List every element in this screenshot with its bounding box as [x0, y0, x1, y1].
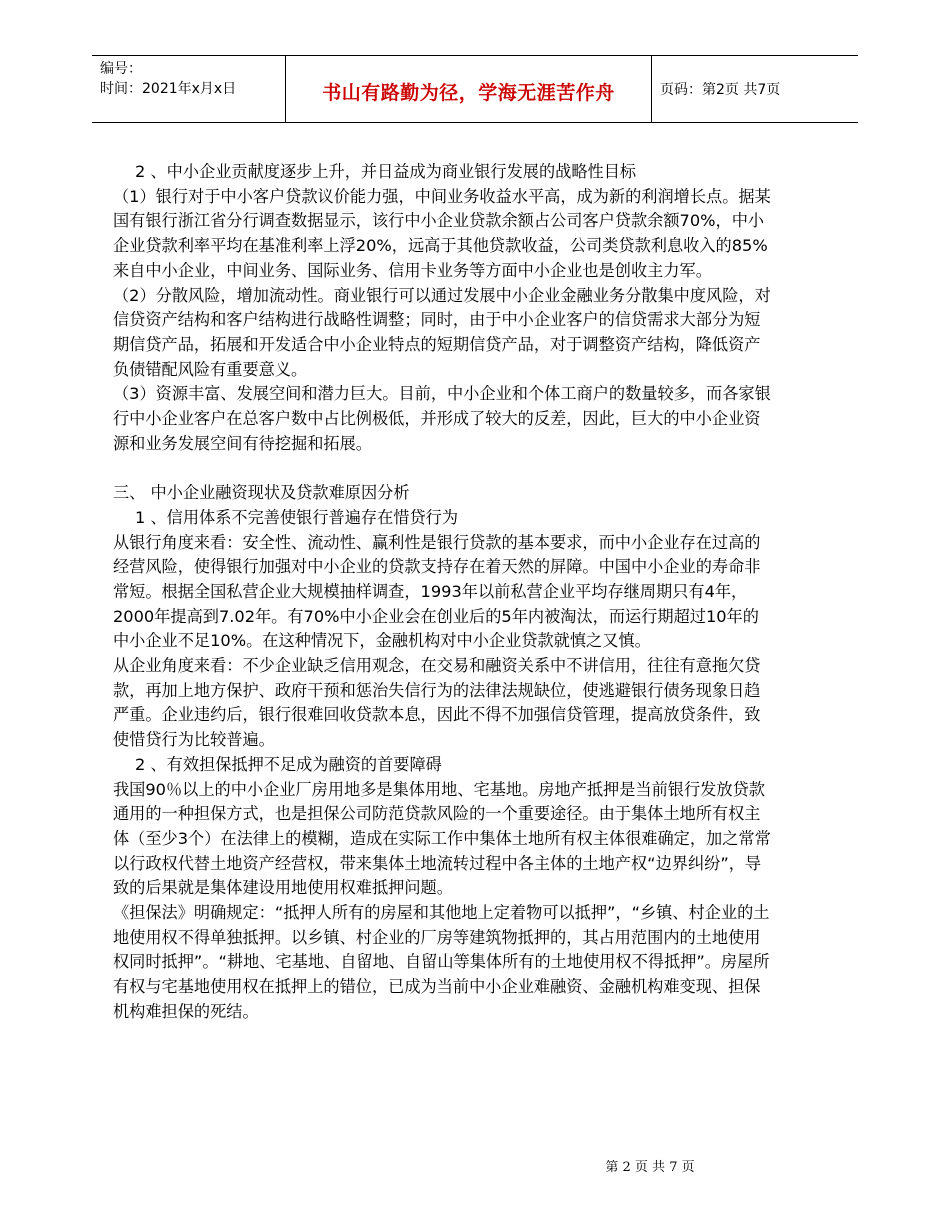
section-heading: 三、 中小企业融资现状及贷款难原因分析: [113, 483, 410, 503]
document-body: [113, 160, 773, 1025]
paragraph: （1）银行对于中小客户贷款议价能力强，中间业务收益水平高，成为新的利润增长点。据某国有银行浙江省分行调查数据显示，该行中小企业贷款余额占公司客户贷款余额70%，中小企业贷款利率平均在基准利率上浮20%，远高于其他贷款收益，公司类贷款利息收入的85%来自中小企业，中间业务、国际业务、信用卡业务等方面中小企业也是创收主力军。: [113, 186, 771, 280]
header-divider: [651, 56, 652, 122]
page-header: [92, 55, 858, 123]
header-page-number: 页码：第2页 共7页: [660, 82, 781, 98]
page-footer: 第 2 页 共 7 页: [605, 1160, 695, 1175]
paragraph: （2）分散风险，增加流动性。商业银行可以通过发展中小企业金融业务分散集中度风险，对信贷资产结构和客户结构进行战略性调整；同时，由于中小企业客户的信贷需求大部分为短期信贷产品，拓展和开发适合中小企业特点的短期信贷产品，对于调整资产结构，降低资产负债错配风险有重要意义。: [113, 285, 771, 379]
header-code-label: 编号：: [100, 61, 142, 77]
paragraph: 从企业角度来看：不少企业缺乏信用观念，在交易和融资关系中不讲信用，往往有意拖欠贷款，再加上地方保护、政府干预和惩治失信行为的法律法规缺位，使逃避银行债务现象日趋严重。企业违约后，银行很难回收贷款本息，因此不得不加强信贷管理，提高放贷条件，致使惜贷行为比较普遍。: [113, 656, 761, 750]
paragraph: （3）资源丰富、发展空间和潜力巨大。目前，中小企业和个体工商户的数量较多，而各家银行中小企业客户在总客户数中占比例极低，并形成了较大的反差，因此，巨大的中小企业资源和业务发展空间有待挖掘和拓展。: [113, 384, 771, 453]
subheading: 2 、中小企业贡献度逐步上升，并日益成为商业银行发展的战略性目标: [135, 162, 637, 181]
header-meta: [100, 59, 236, 99]
header-motto: 书山有路勤为径，学海无涯苦作舟: [322, 82, 615, 104]
subheading: 2 、有效担保抵押不足成为融资的首要障碍: [135, 754, 442, 774]
paragraph: 《担保法》明确规定：“抵押人所有的房屋和其他地上定着物可以抵押”，“乡镇、村企业的土地使用权不得单独抵押。以乡镇、村企业的厂房等建筑物抵押的，其占用范围内的土地使用权同时抵押”。“耕地、宅基地、自留地、自留山等集体所有的土地使用权不得抵押”。房屋所有权与宅基地使用权在抵押上的错位，已成为当前中小企业难融资、金融机构难变现、担保机构难担保的死结。: [113, 903, 770, 1021]
paragraph-gap: [113, 456, 773, 481]
header-time-label: 时间：2021年x月x日: [100, 81, 237, 97]
paragraph: 我国90％以上的中小企业厂房用地多是集体用地、宅基地。房地产抵押是当前银行发放贷款通用的一种担保方式，也是担保公司防范贷款风险的一个重要途径。由于集体土地所有权主体（至少3个）在法律上的模糊，造成在实际工作中集体土地所有权主体很难确定，加之常常以行政权代替土地资产经营权，带来集体土地流转过程中各主体的土地产权“边界纠纷”，导致的后果就是集体建设用地使用权难抵押问题。: [113, 779, 771, 898]
paragraph: 从银行角度来看：安全性、流动性、赢利性是银行贷款的基本要求，而中小企业存在过高的经营风险，使得银行加强对中小企业的贷款支持存在着天然的屏障。中国中小企业的寿命非常短。根据全国私营企业大规模抽样调查，1993年以前私营企业平均存继周期只有4年，2000年提高到7.02年。有70%中小企业会在创业后的5年内被淘汰，而运行期超过10年的中小企业不足10%。在这种情况下，金融机构对中小企业贷款就慎之又慎。: [113, 532, 761, 651]
subheading: 1 、信用体系不完善使银行普遍存在惜贷行为: [135, 507, 459, 527]
